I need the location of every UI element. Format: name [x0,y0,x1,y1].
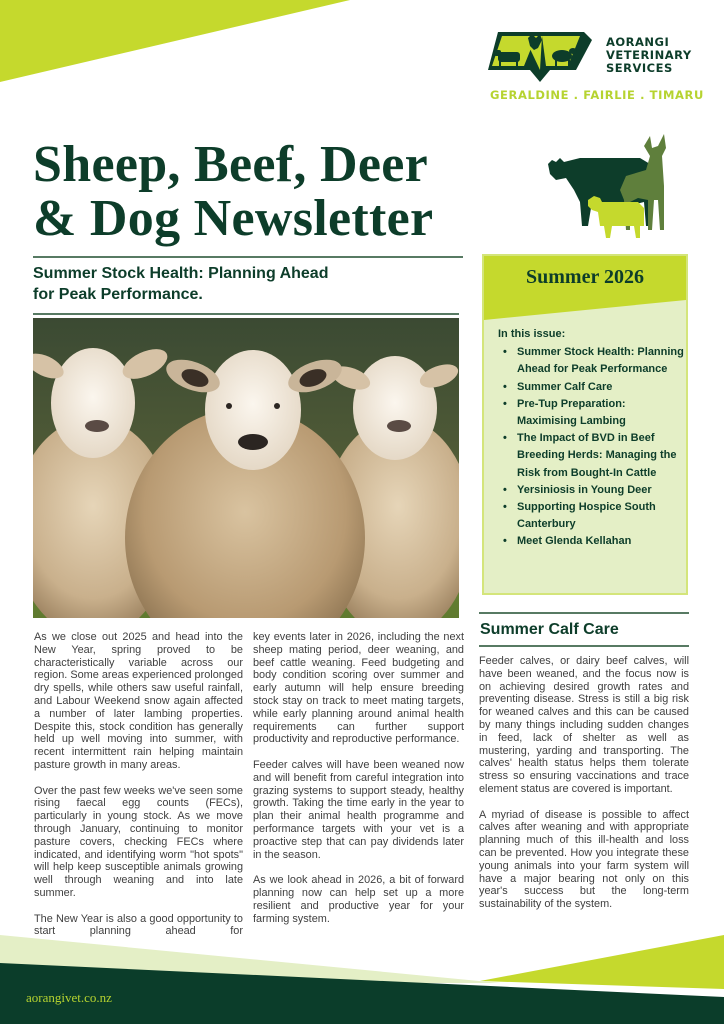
issue-list-item[interactable]: • Yersiniosis in Young Deer [498,482,684,499]
body-paragraph: key events later in 2026, including the next sheep mating period, deer weaning, and beef cattle weaning. Feed budgeting and body condition scoring over summer and early autumn will help ensure breeding stock stay on track to meet mating targets, while early planning around animal health requirements can further support productivity and reproductive performance. [253,631,464,746]
livestock-silhouettes-icon [540,130,690,240]
brand-name [606,36,692,75]
body-paragraph: Over the past few weeks we've seen some rising faecal egg counts (FECs), particularly in young stock. As we move through January, continuing to monitor pasture covers, checking FECs where indicated, and identifying worm "hot spots" will help keep susceptible animals growing well through weaning and into late summer. [34,784,243,899]
calf-care-bottom-divider [479,645,689,647]
brand-locations: GERALDINE . FAIRLIE . TIMARU [490,88,704,102]
lead-article-headline [33,263,433,305]
issue-list-item[interactable]: • Summer Stock Health: Planning Ahead for Peak Performance [498,344,684,378]
body-paragraph: As we close out 2025 and head into the New Year, spring proved to be characteristically variable across our region. Some areas experienced prolonged dry spells, while others saw useful rainfall, and Labour Weekend snow again affected a number of later lambing properties. Despite this, stock condition has generally held up well moving into summer, with recent intermittent rain helping maintain pasture growth in many areas. [34,631,243,771]
calf-care-title: Summer Calf Care [480,621,619,638]
title-divider [33,256,463,258]
issue-list-item[interactable]: • Supporting Hospice South Canterbury [498,499,684,533]
issue-list-item[interactable]: • Summer Calf Care [498,379,684,396]
issue-season-label: Summer 2026 [526,266,644,288]
calf-care-body [479,655,689,924]
body-paragraph: Feeder calves will have been weaned now and will benefit from careful integration into grazing systems to support steady, healthy growth. Taking the time early in the year to plan their animal health programme and performance targets with your vet is a proactive step that can pay dividends later in the season. [253,758,464,861]
lead-article-column-2 [253,631,464,938]
issue-list [498,344,684,550]
page-title-line: Sheep, Beef, Deer [33,136,428,193]
page-title-line: & Dog Newsletter [33,190,434,247]
brand-logo[interactable] [484,26,714,106]
issue-list-item[interactable]: • The Impact of BVD in Beef Breeding Herds: Managing the Risk from Bought-In Cattle [498,430,684,482]
calf-care-top-divider [479,612,689,614]
brand-name-line: SERVICES [606,61,673,75]
brand-name-line: AORANGI [606,35,670,49]
issue-list-item[interactable]: • Meet Glenda Kellahan [498,533,684,550]
footer-website-link[interactable]: aorangivet.co.nz [26,990,112,1005]
body-paragraph: As we look ahead in 2026, a bit of forward planning now can help set up a more resilient and productive year for your farming system. [253,874,464,925]
in-this-issue-panel [482,254,688,595]
brand-name-line: VETERINARY [606,48,692,62]
issue-intro: In this issue: [498,328,566,340]
issue-list-item[interactable]: • Pre-Tup Preparation: Maximising Lambing [498,396,684,430]
page-title [33,138,433,246]
headline-line: Summer Stock Health: Planning Ahead [33,265,329,282]
footer-band [0,925,724,1024]
body-paragraph: A myriad of disease is possible to affect calves after weaning and with appropriate planning much of this ill-health and loss can be prevented. How you integrate these young animals into your farm system will have a major bearing not only on this year's success but the long-term sustainability of the system. [479,808,689,911]
lead-article-column-1 [34,631,243,951]
headline-line: for Peak Performance. [33,286,203,303]
body-paragraph: The New Year is also a good opportunity to start planning ahead for [34,912,243,938]
body-paragraph: Feeder calves, or dairy beef calves, will have been weaned, and the focus now is on achieving desired growth rates and preventing disease. Stress is still a big risk for weaned calves and this can be caused by many things including sudden changes in feed, lack of shelter as well as mustering, yarding and transporting. The calves' health status helps them tolerate stress so ensuring vaccinations and trace element status are covered is important. [479,655,689,795]
headline-divider [33,313,459,315]
photo-three-sheep [33,318,459,618]
issue-contents [498,326,684,551]
avs-logo-icon [484,26,596,82]
